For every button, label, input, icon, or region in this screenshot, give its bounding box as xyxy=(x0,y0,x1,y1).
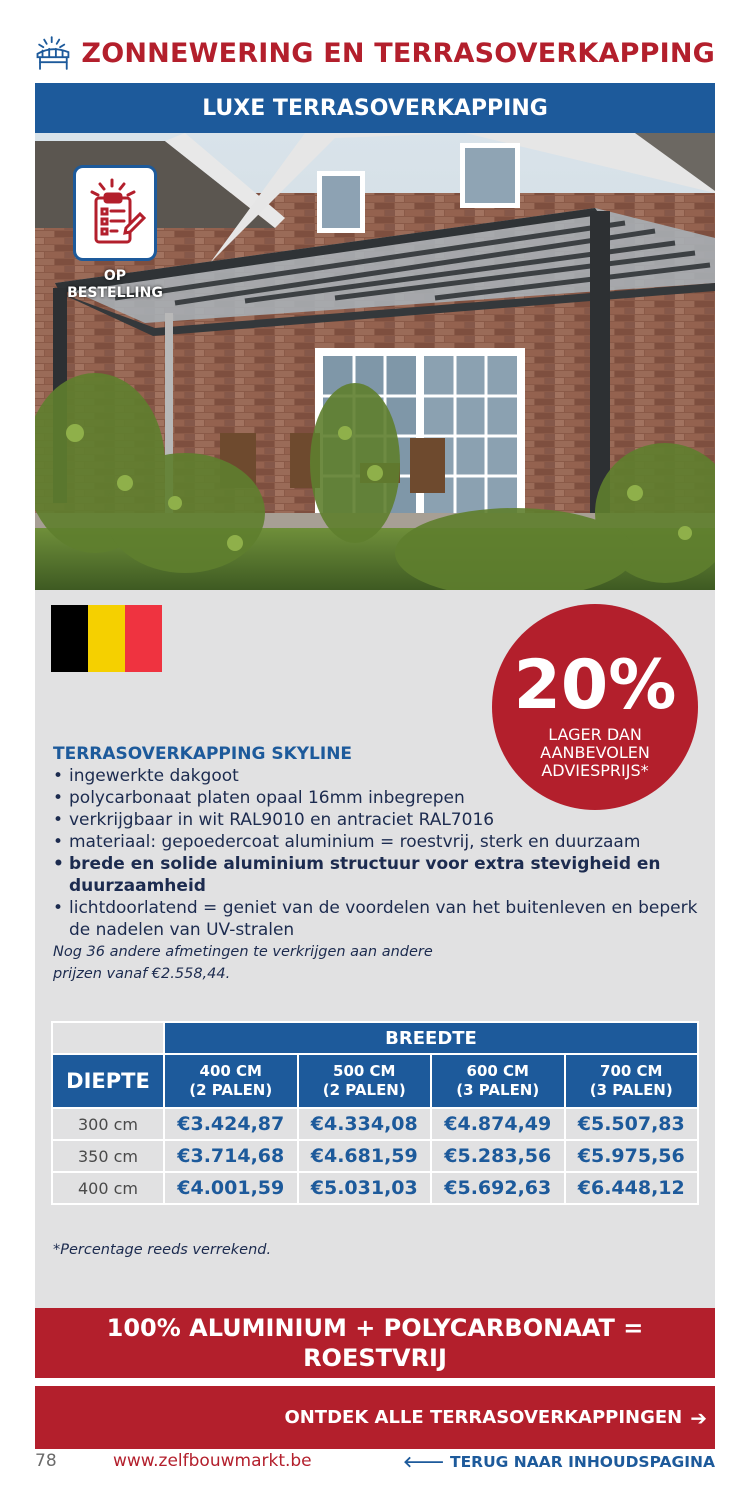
price-cell: €4.001,59 xyxy=(164,1172,298,1204)
belgium-flag xyxy=(51,605,162,672)
price-cell: €6.448,12 xyxy=(565,1172,699,1204)
feature-item: • ingewerkte dakgoot xyxy=(53,765,703,787)
column-width: 500 CM xyxy=(333,1062,396,1080)
back-to-contents-label: TERUG NAAR INHOUDSPAGINA xyxy=(450,1453,715,1471)
discover-all-label: ONTDEK ALLE TERRASOVERKAPPINGEN xyxy=(284,1407,683,1428)
page-title: ZONNEWERING EN TERRASOVERKAPPING xyxy=(81,37,715,69)
depth-cell: 350 cm xyxy=(52,1140,164,1172)
flag-stripe-black xyxy=(51,605,88,672)
website-link[interactable]: www.zelfbouwmarkt.be xyxy=(113,1451,312,1471)
sizes-note-line2: prijzen vanaf €2.558,44. xyxy=(53,966,231,982)
feature-item-highlight: • brede en solide aluminium structuur voor extra stevigheid en duurzaamheid xyxy=(53,853,703,897)
column-width: 700 CM xyxy=(600,1062,663,1080)
depth-cell: 300 cm xyxy=(52,1108,164,1140)
table-row xyxy=(52,1140,698,1172)
awning-icon xyxy=(35,30,73,76)
column-width: 600 CM xyxy=(466,1062,529,1080)
table-corner xyxy=(52,1022,164,1054)
sizes-note-line1: Nog 36 andere afmetingen te verkrijgen aan andere xyxy=(53,944,433,960)
order-badge xyxy=(73,165,157,261)
order-badge-label-line2: BESTELLING xyxy=(67,285,163,301)
feature-item: • lichtdoorlatend = geniet van de voordelen van het buitenleven en beperk de nadelen van UV-stralen xyxy=(53,897,703,941)
column-posts: (3 PALEN) xyxy=(456,1081,540,1099)
banner-line2: ROESTVRIJ xyxy=(303,1344,447,1372)
flag-stripe-yellow xyxy=(88,605,125,672)
material-banner xyxy=(35,1308,715,1378)
price-cell: €5.031,03 xyxy=(298,1172,432,1204)
footnote: *Percentage reeds verrekend. xyxy=(53,1242,272,1258)
price-cell: €4.874,49 xyxy=(431,1108,565,1140)
page-number: 78 xyxy=(35,1451,57,1471)
discount-line1: LAGER DAN xyxy=(548,725,642,744)
price-table-subheader xyxy=(52,1054,698,1108)
page-footer xyxy=(35,1451,715,1473)
column-posts: (2 PALEN) xyxy=(322,1081,406,1099)
price-cell: €4.334,08 xyxy=(298,1108,432,1140)
column-width: 400 CM xyxy=(199,1062,262,1080)
price-cell: €5.975,56 xyxy=(565,1140,699,1172)
banner-line1: 100% ALUMINIUM + POLYCARBONAAT = xyxy=(106,1314,644,1342)
column-posts: (3 PALEN) xyxy=(589,1081,673,1099)
back-to-contents-link[interactable] xyxy=(403,1452,715,1471)
width-column-header xyxy=(298,1054,432,1108)
order-badge-label-line1: OP xyxy=(103,268,127,284)
feature-list xyxy=(53,765,703,941)
feature-item: • verkrijgbaar in wit RAL9010 en antraciet RAL7016 xyxy=(53,809,703,831)
table-row xyxy=(52,1108,698,1140)
order-form-icon xyxy=(84,176,146,250)
depth-cell: 400 cm xyxy=(52,1172,164,1204)
discount-percentage: 20% xyxy=(513,646,677,725)
price-cell: €4.681,59 xyxy=(298,1140,432,1172)
breedte-header: BREEDTE xyxy=(164,1022,698,1054)
discover-all-button[interactable] xyxy=(35,1386,715,1449)
section-title: LUXE TERRASOVERKAPPING xyxy=(35,83,715,133)
price-cell: €5.692,63 xyxy=(431,1172,565,1204)
order-badge-label xyxy=(50,268,180,302)
arrow-right-icon: ➔ xyxy=(690,1405,707,1430)
discount-line3: ADVIESPRIJS* xyxy=(541,761,649,780)
table-row xyxy=(52,1172,698,1204)
discount-line2: AANBEVOLEN xyxy=(540,743,650,762)
width-column-header xyxy=(164,1054,298,1108)
feature-item: • materiaal: gepoedercoat aluminium = roestvrij, sterk en duurzaam xyxy=(53,831,703,853)
price-table xyxy=(51,1021,699,1205)
product-specs xyxy=(53,743,703,985)
arrow-left-icon: 🡐 xyxy=(403,1453,445,1471)
flag-stripe-red xyxy=(125,605,162,672)
width-column-header xyxy=(565,1054,699,1108)
column-posts: (2 PALEN) xyxy=(189,1081,273,1099)
page-header xyxy=(35,28,715,78)
width-column-header xyxy=(431,1054,565,1108)
price-table-header xyxy=(52,1022,698,1054)
price-cell: €5.283,56 xyxy=(431,1140,565,1172)
diepte-header: DIEPTE xyxy=(52,1054,164,1108)
price-cell: €3.714,68 xyxy=(164,1140,298,1172)
feature-item: • polycarbonaat platen opaal 16mm inbegrepen xyxy=(53,787,703,809)
price-cell: €3.424,87 xyxy=(164,1108,298,1140)
price-cell: €5.507,83 xyxy=(565,1108,699,1140)
product-title: TERRASOVERKAPPING SKYLINE xyxy=(53,744,353,764)
